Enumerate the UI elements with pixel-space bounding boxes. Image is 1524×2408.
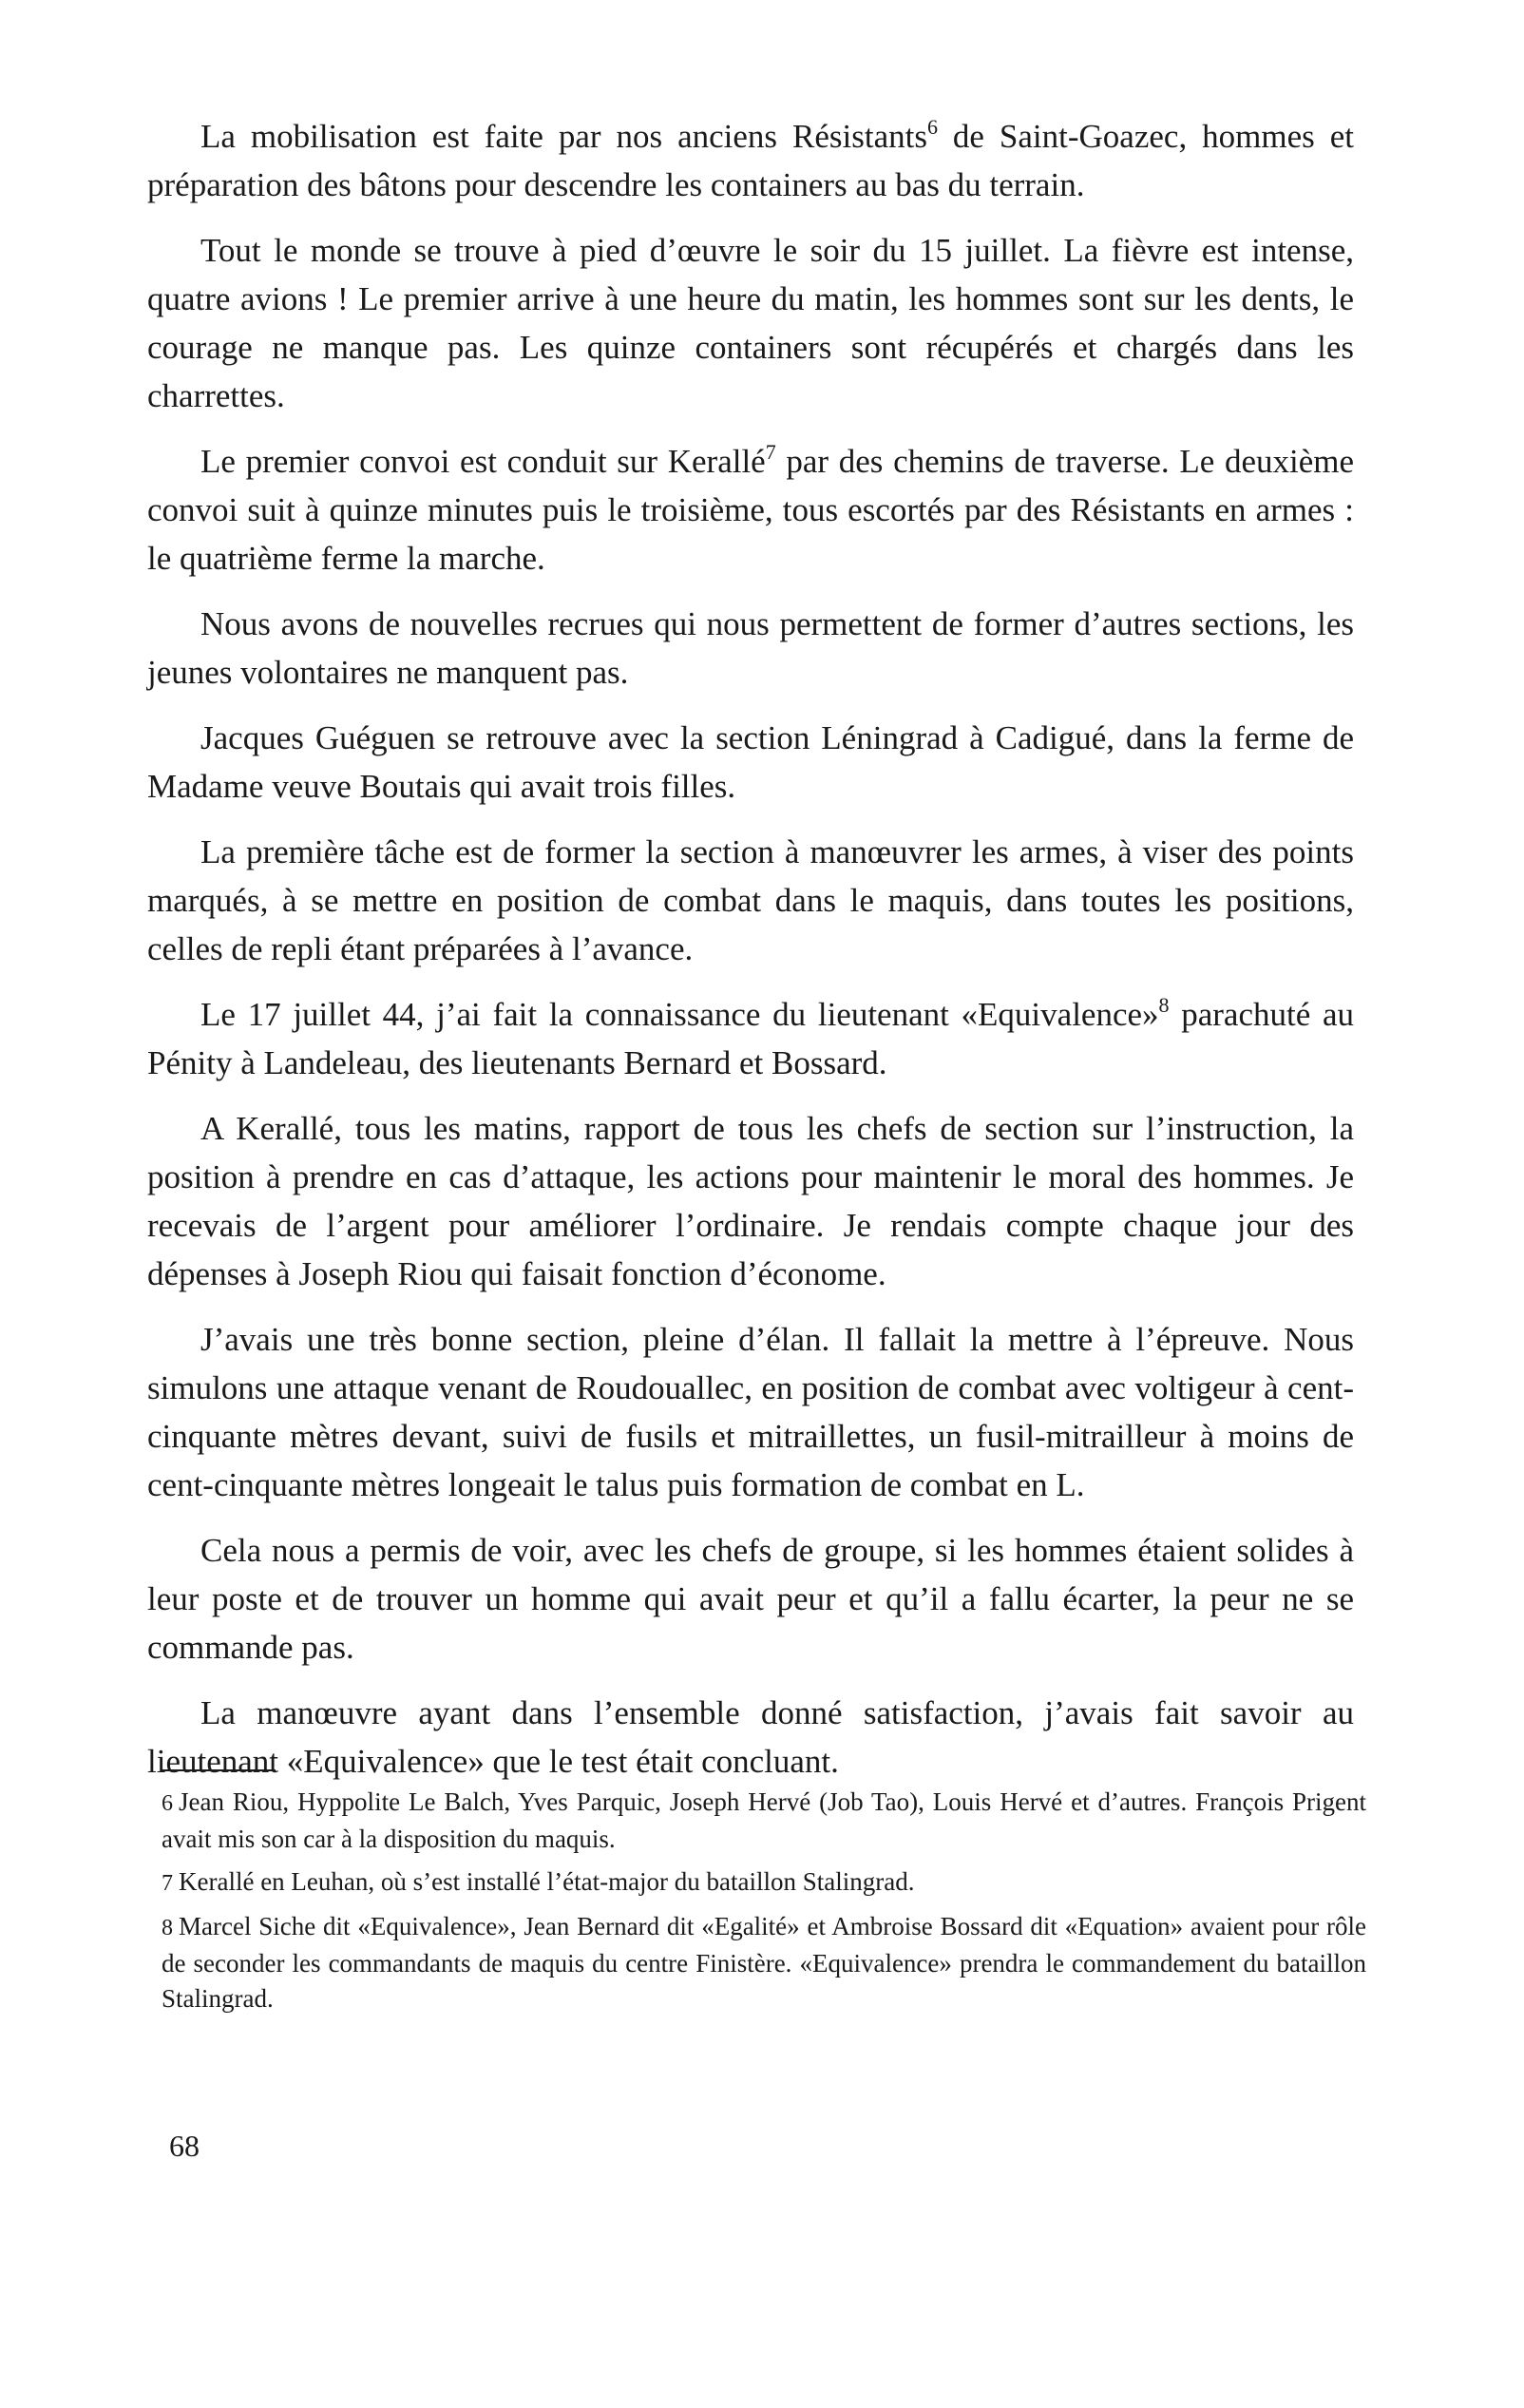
paragraph-3: Le premier convoi est conduit sur Kerallé$^7$ par des chemins de traverse. Le deuxième convoi suit à quinze minutes puis le troisième, tous escortés par des Résistants en armes : le quatrième ferme la marche. [147,440,1354,577]
footnote-number: 8 [162,1916,173,1940]
paragraph-10: Cela nous a permis de voir, avec les chefs de groupe, si les hommes étaient solides à leur poste et de trouver un homme qui avait peur et qu’il a fallu écarter, la peur ne se commande pas. [147,1532,1354,1666]
footnote-text: Marcel Siche dit «Equivalence», Jean Bernard dit «Egalité» et Ambroise Bossard dit «Equation» avaient pour rôle de seconder les commandants de maquis du centre Finistère. «Equivalence» prendra le commandement du bataillon Stalingrad. [162,1912,1366,2013]
paragraph-5: Jacques Guéguen se retrouve avec la section Léningrad à Cadigué, dans la ferme de Madame veuve Boutais qui avait trois filles. [147,719,1354,805]
footnote-6 [162,1785,1366,1857]
paragraph-9: J’avais une très bonne section, pleine d’élan. Il fallait la mettre à l’épreuve. Nous simulons une attaque venant de Roudouallec, en position de combat avec voltigeur à cent-cinquante mètres devant, suivi de fusils et mitraillettes, un fusil-mitrailleur à moins de cent-cinquante mètres longeait le talus puis formation de combat en L. [147,1321,1354,1503]
page-number: 68 [169,2129,200,2163]
body-text [147,112,1354,1803]
paragraph-8: A Kerallé, tous les matins, rapport de tous les chefs de section sur l’instruction, la position à prendre en cas d’attaque, les actions pour maintenir le moral des hommes. Je recevais de l’argent pour améliorer l’ordinaire. Je rendais compte chaque jour des dépenses à Joseph Riou qui faisait fonction d’économe. [147,1110,1354,1292]
footnotes [162,1769,1366,2024]
paragraph-6: La première tâche est de former la section à manœuvrer les armes, à viser des points marqués, à se mettre en position de combat dans le maquis, dans toutes les positions, celles de repli étant préparées à l’avance. [147,833,1354,967]
paragraph-1: La mobilisation est faite par nos anciens Résistants$^6$ de Saint-Goazec, hommes et préparation des bâtons pour descendre les containers au bas du terrain. [147,115,1354,203]
paragraph-4: Nous avons de nouvelles recrues qui nous permettent de former d’autres sections, les jeunes volontaires ne manquent pas. [147,605,1354,691]
footnote-8 [162,1909,1366,2016]
footnote-ref-7: 7 [765,440,776,464]
footnote-number: 7 [162,1871,173,1896]
paragraph-11: La manœuvre ayant dans l’ensemble donné satisfaction, j’avais fait savoir au lieutenant «Equivalence» que le test était concluant. [147,1694,1354,1780]
paragraph-7: Le 17 juillet 44, j’ai fait la connaissance du lieutenant «Equivalence»$^8$ parachuté au Pénity à Landeleau, des lieutenants Bernard et Bossard. [147,993,1354,1081]
footnote-separator [162,1769,276,1771]
paragraph-2: Tout le monde se trouve à pied d’œuvre le soir du 15 juillet. La fièvre est intense, quatre avions ! Le premier arrive à une heure du matin, les hommes sont sur les dents, le courage ne manque pas. Les quinze containers sont récupérés et chargés dans les charrettes. [147,232,1354,414]
footnote-7 [162,1864,1366,1902]
footnote-text: Kerallé en Leuhan, où s’est installé l’état-major du bataillon Stalingrad. [179,1867,915,1896]
footnote-ref-6: 6 [926,115,938,139]
footnote-text: Jean Riou, Hyppolite Le Balch, Yves Parquic, Joseph Hervé (Job Tao), Louis Hervé et d’autres. François Prigent avait mis son car à la disposition du maquis. [162,1787,1366,1853]
footnote-number: 6 [162,1791,173,1816]
footnote-ref-8: 8 [1158,993,1170,1017]
